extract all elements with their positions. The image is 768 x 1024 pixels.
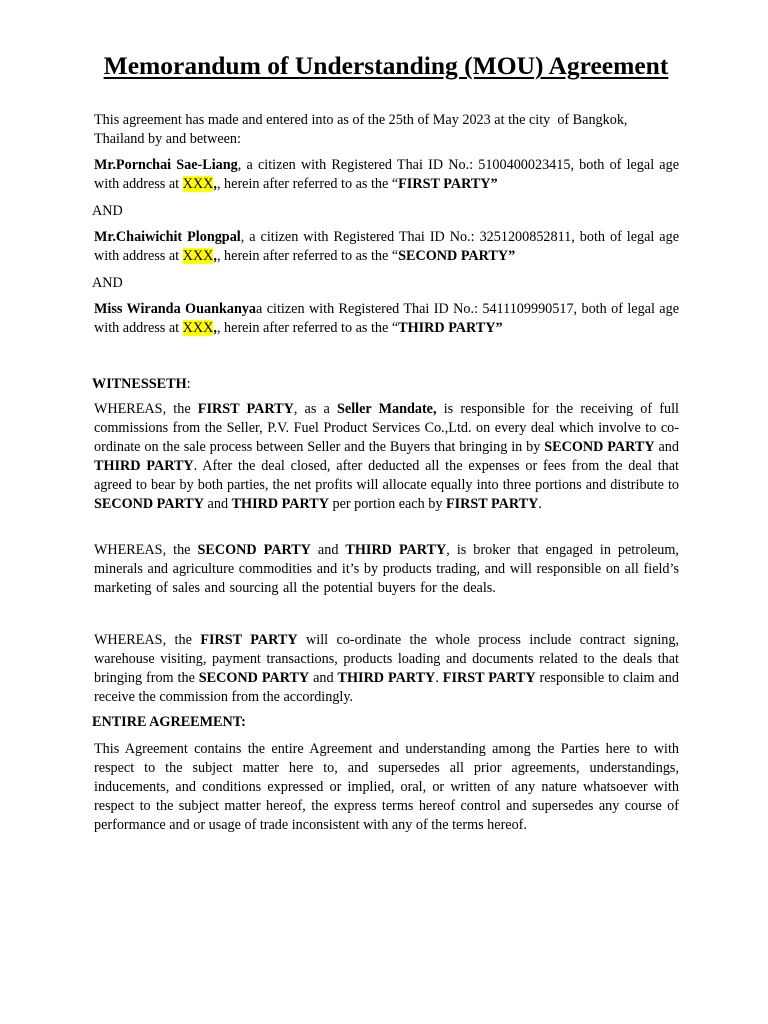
whereas-3-bold: THIRD PARTY [337,670,436,686]
whereas-2-bold: THIRD PARTY [345,542,447,558]
whereas-3-bold: FIRST PARTY [200,632,298,648]
whereas-1-bold: SECOND PARTY [94,496,204,512]
whereas-1-bold: Seller Mandate, [337,401,437,417]
whereas-1-bold: SECOND PARTY [544,439,655,455]
comma-bold: , [213,176,217,192]
intro-paragraph: This agreement has made and entered into as of the 25th of May 2023 at the city of Bangkok, Thailand by and between: [94,112,628,147]
comma-bold: , [213,320,217,336]
document-title: Memorandum of Understanding (MOU) Agreement [103,51,669,80]
whereas-1-text: . [538,496,542,512]
whereas-3-text: will co-ordinate the whole process include contract signing, warehouse visiting, payment transactions, products loading and documents related to the deals that bringing from the [94,632,680,686]
whereas-1-text: . After the deal closed, after deducted all the expenses or fees from the deal that agreed to bear by both parties, the net profits will allocate equally into three portions and distribute to [94,458,679,493]
first-party-text-a: , a citizen with Registered Thai ID No.: 5100400023415, both of legal age with address at [94,157,679,192]
whereas-3-bold: SECOND PARTY [198,670,310,686]
whereas-second-paragraph [94,541,679,598]
whereas-3-text: and [309,670,338,686]
whereas-1-text: , as a [293,401,338,417]
whereas-1-bold: FIRST PARTY [197,401,294,417]
first-party-name: Mr.Pornchai Sae-Liang [94,157,238,173]
whereas-1-text: WHEREAS, the [94,401,198,417]
whereas-2-text: and [310,542,346,558]
third-party-text-a: a citizen with Registered Thai ID No.: 5411109990517, both of legal age with address at [94,301,679,336]
second-party-paragraph [94,228,679,266]
and-separator-1: AND [92,203,123,219]
whereas-1-text: per portion each by [328,496,446,512]
address-placeholder: XXX [182,320,214,336]
whereas-1-text: is responsible for the receiving of full commissions from the Seller, P.V. Fuel Product Services Co.,Ltd. on every deal which involve to co-ordinate on the sale process between Seller and the Buyers that bringing in by [94,401,680,455]
comma-bold: , [213,248,217,264]
entire-agreement-heading: ENTIRE AGREEMENT: [92,714,246,730]
witnesseth-colon: : [186,376,191,392]
and-separator-2: AND [92,275,123,291]
first-party-role: FIRST PARTY” [398,176,498,192]
second-party-text-a: , a citizen with Registered Thai ID No.: 3251200852811, both of legal age with address at [94,229,679,264]
third-party-text-b: , herein after referred to as the “ [216,320,399,336]
whereas-1-text: and [654,439,679,455]
address-placeholder: XXX [182,248,214,264]
whereas-1-text: and [204,496,232,512]
witnesseth-heading-text: WITNESSETH [92,376,187,392]
third-party-name: Miss Wiranda Ouankanya [94,301,257,317]
whereas-2-text: WHEREAS, the [94,542,198,558]
whereas-2-text: , is broker that engaged in petroleum, minerals and agriculture commodities and it’s by products trading, and will responsible on all field’s marketing of sales and sourcing all the potential buyers for the deals. [94,542,679,596]
whereas-third-paragraph [94,631,679,707]
whereas-1-bold: THIRD PARTY [231,496,329,512]
whereas-3-text: WHEREAS, the [94,632,201,648]
third-party-role: THIRD PARTY” [398,320,503,336]
third-party-paragraph [94,300,679,338]
witnesseth-heading [92,375,191,394]
whereas-first-paragraph [94,400,679,514]
whereas-3-text: responsible to claim and receive the commission from the accordingly. [94,670,679,705]
first-party-text-b: , herein after referred to as the “ [216,176,399,192]
entire-agreement-paragraph: This Agreement contains the entire Agreement and understanding among the Parties here to with respect to the subject matter here to, and supersedes all prior agreements, understandings, inducements, and conditions expressed or implied, oral, or written of any nature whatsoever with respect to the subject matter hereof, the express terms hereof control and supersedes any course of performance and or usage of trade inconsistent with any of the terms hereof. [94,741,679,833]
address-placeholder: XXX [182,176,214,192]
first-party-paragraph [94,156,679,194]
second-party-name: Mr.Chaiwichit Plongpal [94,229,241,245]
whereas-1-bold: FIRST PARTY [445,496,539,512]
second-party-role: SECOND PARTY” [398,248,516,264]
whereas-1-bold: THIRD PARTY [94,458,194,474]
second-party-text-b: , herein after referred to as the “ [216,248,399,264]
whereas-3-bold: FIRST PARTY [442,670,536,686]
whereas-2-bold: SECOND PARTY [197,542,311,558]
whereas-3-text: . [435,670,443,686]
